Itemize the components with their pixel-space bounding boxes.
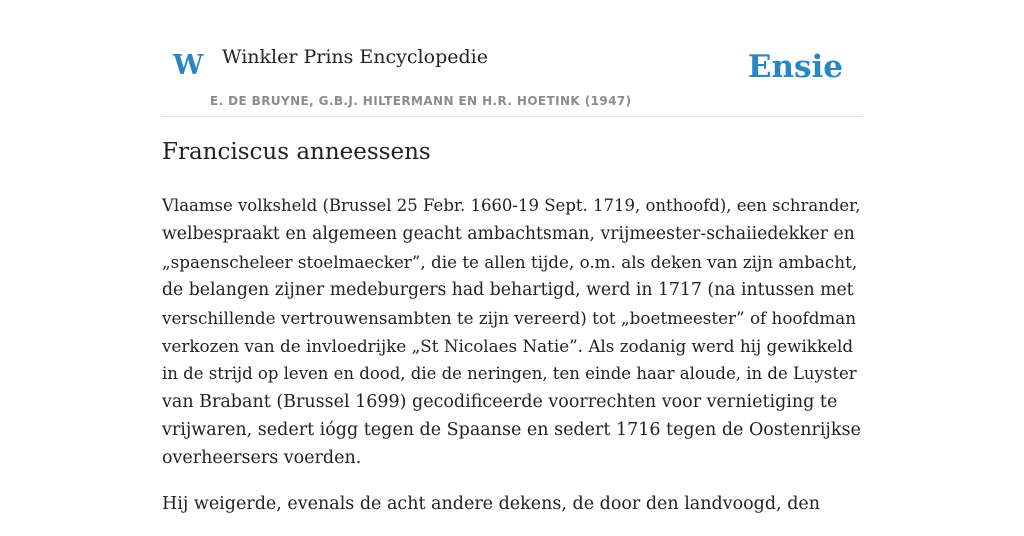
paragraph-2 xyxy=(162,490,862,518)
body-line: welbespraakt en algemeen geacht ambachtsman, vrijmeester-schaiiedekker en xyxy=(162,224,855,244)
article-page xyxy=(162,0,862,514)
entry-title: Franciscus anneessens xyxy=(162,139,431,165)
body-line: de belangen zijner medeburgers had behartigd, werd in 1717 (na intussen met xyxy=(162,280,854,300)
body-line: verschillende vertrouwensambten te zijn vereerd) tot „boetmeester” of hoofdman xyxy=(162,308,857,328)
entry-body xyxy=(162,192,862,536)
body-line: overheersers voerden. xyxy=(162,448,362,468)
body-line: „spaenscheleer stoelmaecker”, die te allen tijde, o.m. als deken van zijn ambacht, xyxy=(162,252,858,272)
paragraph-1 xyxy=(162,192,862,472)
body-line: Hij weigerde, evenals de acht andere dekens, de door den landvoogd, den xyxy=(162,494,821,514)
publication-title[interactable]: Winkler Prins Encyclopedie xyxy=(222,46,488,68)
body-line: in de strijd op leven en dood, die de neringen, ten einde haar aloude, in de Luyster xyxy=(162,364,857,383)
winkler-prins-logo-icon[interactable]: W xyxy=(173,50,204,81)
body-line: Vlaamse volksheld (Brussel 25 Febr. 1660-19 Sept. 1719, onthoofd), een schrander, xyxy=(162,196,861,215)
publication-authors: E. DE BRUYNE, G.B.J. HILTERMANN EN H.R. HOETINK (1947) xyxy=(210,94,632,108)
ensie-brand-link[interactable]: Ensie xyxy=(747,49,843,85)
body-line: verkozen van de invloedrijke „St Nicolaes Natie”. Als zodanig werd hij gewikkeld xyxy=(162,336,854,356)
publication-header xyxy=(162,0,862,117)
body-line: van Brabant (Brussel 1699) gecodificeerde voorrechten voor vernietiging te xyxy=(162,392,838,412)
body-line: vrijwaren, sedert iógg tegen de Spaanse en sedert 1716 tegen de Oostenrijkse xyxy=(162,420,861,440)
